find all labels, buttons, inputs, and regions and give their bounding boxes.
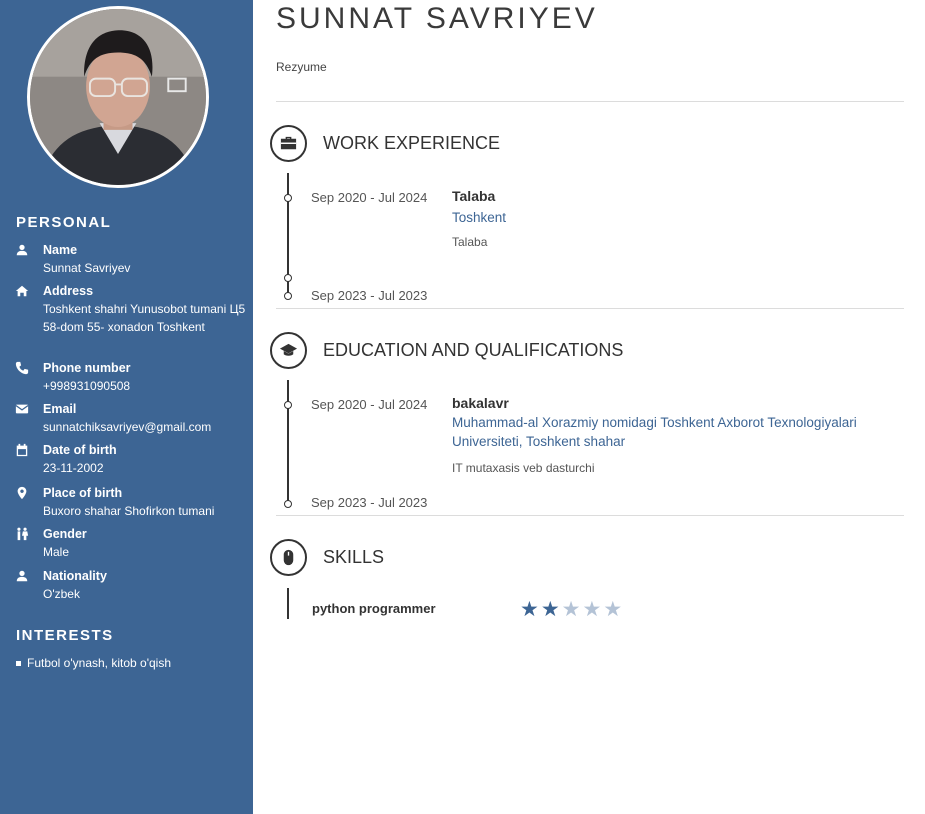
phone-icon [14, 361, 30, 375]
timeline-dot [284, 274, 292, 282]
education-heading: EDUCATION AND QUALIFICATIONS [323, 340, 624, 360]
person-icon [14, 243, 30, 257]
personal-label: Address [43, 284, 94, 298]
education-date: Sep 2020 - Jul 2024 [311, 397, 428, 412]
bullet-icon [16, 661, 21, 666]
sidebar [0, 0, 253, 814]
profile-photo [30, 9, 206, 185]
work-experience-heading: WORK EXPERIENCE [323, 133, 501, 153]
work-description: Talaba [452, 235, 488, 249]
timeline-dot [284, 500, 292, 508]
timeline-line [287, 588, 289, 619]
star-empty-icon: ★ [603, 598, 625, 621]
email-icon [14, 402, 30, 416]
skill-name: python programmer [312, 601, 436, 616]
education-degree: bakalavr [452, 395, 509, 411]
education-description: IT mutaxasis veb dasturchi [452, 461, 595, 475]
personal-label: Place of birth [43, 486, 123, 500]
interests-heading: INTERESTS [16, 627, 114, 644]
work-organization: Toshkent [452, 210, 507, 225]
education-organization: Muhammad-al Xorazmiy nomidagi Toshkent Axborot Texnologiyalari Universiteti, Toshkent shahar [452, 415, 857, 449]
personal-value: Buxoro shahar Shofirkon tumani [43, 504, 215, 518]
star-filled-icon: ★ [520, 598, 541, 621]
home-icon [14, 284, 30, 298]
personal-value: 23-11-2002 [43, 461, 104, 475]
personal-value: Male [43, 545, 70, 559]
person-icon [14, 569, 30, 583]
mouse-icon [270, 539, 307, 576]
skill-rating [520, 597, 624, 622]
location-pin-icon [14, 486, 30, 500]
page-title: SUNNAT SAVRIYEV [276, 2, 598, 35]
personal-label: Gender [43, 527, 87, 541]
avatar [27, 6, 209, 188]
personal-heading: PERSONAL [16, 214, 112, 231]
personal-label: Date of birth [43, 443, 117, 457]
star-empty-icon: ★ [582, 598, 604, 621]
personal-value: sunnatchiksavriyev@gmail.com [43, 420, 212, 434]
personal-label: Nationality [43, 569, 107, 583]
timeline-dot [284, 194, 292, 202]
personal-value: O'zbek [43, 587, 80, 601]
timeline-dot [284, 401, 292, 409]
personal-value: Sunnat Savriyev [43, 261, 131, 275]
calendar-icon [14, 443, 30, 457]
star-empty-icon: ★ [561, 598, 583, 621]
interest-text: Futbol o'ynash, kitob o'qish [27, 656, 171, 670]
personal-value: Toshkent shahri Yunusobot tumani Ц5 58-dom 55- xonadon Toshkent [43, 302, 246, 334]
gender-icon [14, 527, 30, 541]
divider [276, 515, 904, 516]
work-date: Sep 2020 - Jul 2024 [311, 190, 428, 205]
timeline-line [287, 380, 289, 505]
work-date: Sep 2023 - Jul 2023 [311, 288, 428, 303]
personal-label: Phone number [43, 361, 131, 375]
briefcase-icon [270, 125, 307, 162]
personal-label: Name [43, 243, 78, 257]
divider [276, 308, 904, 309]
divider [276, 101, 904, 102]
personal-label: Email [43, 402, 77, 416]
page-subtitle: Rezyume [276, 60, 327, 74]
interest-item [16, 656, 171, 670]
education-date: Sep 2023 - Jul 2023 [311, 495, 428, 510]
star-filled-icon: ★ [540, 598, 562, 621]
work-role: Talaba [452, 188, 496, 204]
timeline-dot [284, 292, 292, 300]
graduation-cap-icon [270, 332, 307, 369]
personal-value: +998931090508 [43, 379, 131, 393]
skills-heading: SKILLS [323, 547, 385, 567]
